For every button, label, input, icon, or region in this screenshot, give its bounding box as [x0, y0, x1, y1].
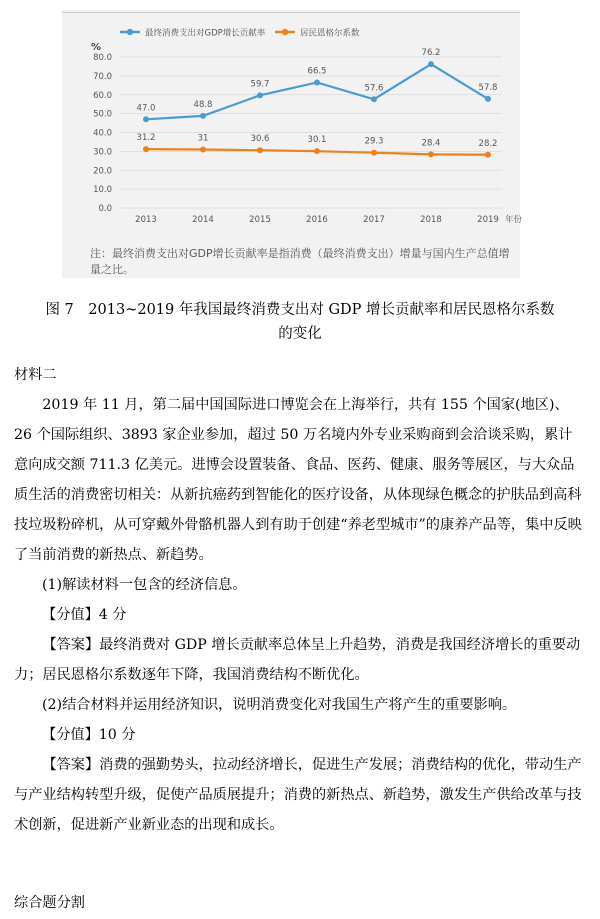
- point-consumption: [314, 79, 320, 85]
- chart-panel: [62, 10, 523, 278]
- legend-label-consumption: 最终消费支出对GDP增长贡献率: [145, 28, 266, 39]
- section-split-label: 综合题分割: [14, 895, 85, 911]
- material-heading: 材料二: [14, 367, 57, 383]
- legend-label-engel: 居民恩格尔系数: [300, 28, 360, 39]
- chart-note: 注：最终消费支出对GDP增长贡献率是指消费（最终消费支出）增量与国内生产总值增量之比。: [90, 247, 510, 276]
- point-engel: [314, 148, 320, 154]
- data-label-consumption: 66.5: [307, 66, 327, 77]
- x-tick-label: 2013: [135, 215, 157, 225]
- consumption-chart: [62, 10, 523, 278]
- legend-marker-consumption: [127, 29, 133, 35]
- data-label-engel: 29.3: [364, 136, 384, 147]
- x-tick-label: 2014: [192, 215, 214, 225]
- legend-marker-engel: [282, 29, 288, 35]
- data-label-engel: 31.2: [136, 133, 156, 144]
- x-tick-label: 2015: [249, 215, 271, 225]
- y-tick-label: 80.0: [93, 53, 112, 63]
- point-engel: [200, 146, 206, 152]
- y-tick-label: 60.0: [93, 90, 112, 101]
- y-tick-label: 10.0: [93, 185, 112, 196]
- point-consumption: [371, 96, 377, 102]
- point-engel: [428, 151, 434, 157]
- question-2-score: 【分值】10 分: [42, 727, 136, 743]
- data-label-engel: 31: [197, 133, 209, 144]
- question-1-answer: 【答案】最终消费对 GDP 增长贡献率总体呈上升趋势，消费是我国经济增长的重要动力；居民恩格尔系数逐年下降，我国消费结构不断优化。: [14, 637, 581, 683]
- data-label-consumption: 57.6: [364, 83, 384, 94]
- point-engel: [257, 147, 263, 153]
- data-label-consumption: 47.0: [136, 103, 156, 114]
- question-2: (2)结合材料并运用经济知识，说明消费变化对我国生产将产生的重要影响。: [42, 697, 517, 713]
- x-tick-label: 2019: [477, 215, 499, 225]
- figure-caption-line2: 的变化: [278, 326, 322, 342]
- point-consumption: [257, 92, 263, 98]
- x-tick-label: 2017: [363, 215, 385, 225]
- question-content: [14, 360, 584, 840]
- point-engel: [371, 150, 377, 156]
- question-1: (1)解读材料一包含的经济信息。: [42, 577, 247, 593]
- material-paragraph: 2019 年 11 月，第二届中国国际进口博览会在上海举行，共有 155 个国家(地区)、26 个国际组织、3893 家企业参加，超过 50 万名境内外专业采购商到会洽谈采购，累计意向成交额 711.3 亿美元。进博会设置装备、食品、医药、健康、服务等展区，与大众品质生活的消费密切相关：从新抗癌药到智能化的医疗设备，从体现绿色概念的护肤品到高科技垃圾粉碎机，从可穿戴外骨骼机器人到有助于创建“养老型城市”的康养产品等，集中反映了当前消费的新热点、新趋势。: [14, 397, 582, 563]
- data-label-engel: 28.2: [478, 138, 498, 149]
- point-consumption: [143, 116, 149, 122]
- y-tick-label: 20.0: [93, 166, 112, 177]
- x-tick-label: 2018: [420, 215, 442, 225]
- question-1-score: 【分值】4 分: [42, 607, 127, 623]
- chart-legend: [120, 28, 360, 39]
- data-label-consumption: 57.8: [478, 82, 498, 93]
- y-tick-label: 0.0: [98, 204, 112, 214]
- x-axis-unit: 年份: [505, 215, 523, 225]
- data-label-consumption: 48.8: [193, 99, 213, 110]
- figure-caption: [0, 298, 600, 346]
- data-label-consumption: 76.2: [421, 48, 441, 59]
- y-tick-label: 30.0: [93, 147, 112, 158]
- data-label-engel: 30.6: [250, 134, 270, 145]
- y-tick-label: 40.0: [93, 128, 112, 139]
- data-label-consumption: 59.7: [250, 79, 270, 90]
- y-axis-unit: %: [91, 42, 102, 53]
- point-consumption: [428, 61, 434, 67]
- question-2-answer: 【答案】消费的强勤势头，拉动经济增长，促进生产发展；消费结构的优化，带动生产与产业结构转型升级，促使产品质展提升；消费的新热点、新趋势，激发生产供给改革与技术创新，促进新产业新业态的出现和成长。: [14, 757, 582, 833]
- data-label-engel: 30.1: [307, 135, 327, 146]
- x-tick-label: 2016: [306, 215, 328, 225]
- data-label-engel: 28.4: [421, 138, 441, 149]
- point-consumption: [200, 113, 206, 119]
- y-tick-label: 50.0: [93, 109, 112, 120]
- point-engel: [485, 152, 491, 158]
- figure-caption-line1: 图 7 2013~2019 年我国最终消费支出对 GDP 增长贡献率和居民恩格尔系数: [45, 302, 555, 318]
- y-tick-label: 70.0: [93, 71, 112, 82]
- point-engel: [143, 146, 149, 152]
- point-consumption: [485, 96, 491, 102]
